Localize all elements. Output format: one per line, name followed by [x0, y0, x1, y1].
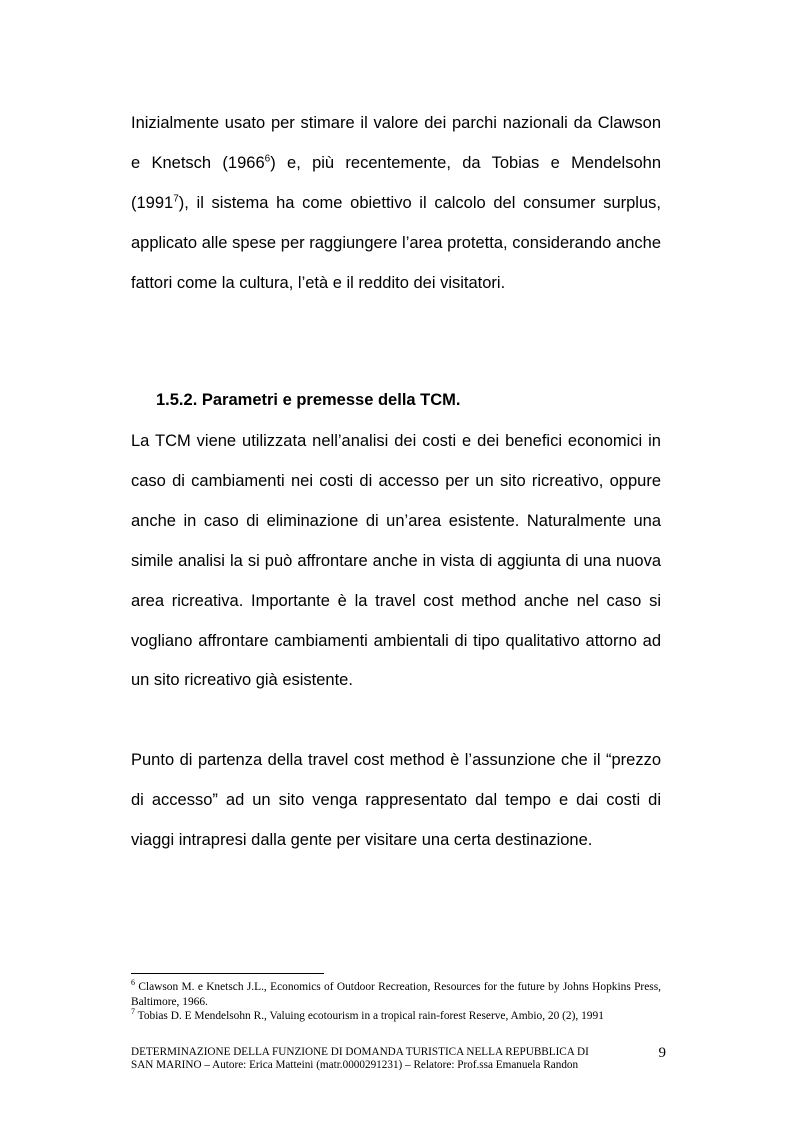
footnote-separator: [131, 973, 324, 974]
paragraph-intro-part3: ), il sistema ha come obiettivo il calcolo del consumer surplus, applicato alle spese per raggiungere l’area protetta, considerando anche fattori come la cultura, l’età e il reddito dei visitatori.: [131, 193, 661, 292]
page-footer: [131, 1046, 636, 1072]
section-heading: 1.5.2. Parametri e premesse della TCM.: [156, 391, 461, 409]
paragraph-starting-point: Punto di partenza della travel cost method è l’assunzione che il “prezzo di accesso” ad un sito venga rappresentato dal tempo e dai costi di viaggi intrapresi dalla gente per visitare una certa destinazione.: [131, 751, 661, 849]
footnote-text: Clawson M. e Knetsch J.L., Economics of Outdoor Recreation, Resources for the future by Johns Hopkins Press, Baltimore, 1966.: [131, 981, 661, 1008]
footnote-ref-7[interactable]: 7: [173, 193, 179, 205]
footer-line-1: DETERMINAZIONE DELLA FUNZIONE DI DOMANDA TURISTICA NELLA REPUBBLICA DI: [131, 1046, 589, 1058]
footnotes: [131, 980, 661, 1024]
footnote-number: 7: [131, 1007, 135, 1017]
footnote-7: [131, 1009, 661, 1024]
paragraph-tcm-usage: La TCM viene utilizzata nell’analisi dei costi e dei benefici economici in caso di cambiamenti nei costi di accesso per un sito ricreativo, oppure anche in caso di eliminazione di un’area esistente. Naturalmente una simile analisi la si può affrontare anche in vista di aggiunta di una nuova area ricreativa. Importante è la travel cost method anche nel caso si vogliano affrontare cambiamenti ambientali di tipo qualitativo attorno ad un sito ricreativo già esistente.: [131, 432, 661, 690]
page-number: 9: [658, 1045, 666, 1061]
footer-line-2: SAN MARINO – Autore: Erica Matteini (matr.0000291231) – Relatore: Prof.ssa Emanuela Randon: [131, 1059, 579, 1071]
footnote-number: 6: [131, 978, 135, 988]
paragraph-intro-part1: Inizialmente usato per stimare il valore dei parchi nazionali da Clawson e Knetsch (1966: [131, 114, 661, 172]
footnote-text: Tobias D. E Mendelsohn R., Valuing ecotourism in a tropical rain-forest Reserve, Ambio, 20 (2), 1991: [137, 1010, 604, 1022]
footnote-ref-6[interactable]: 6: [264, 153, 271, 165]
paragraph-intro-part2: ) e, più recentemente, da Tobias e Mendelsohn (1991: [131, 153, 661, 212]
footnote-6: [131, 980, 661, 1009]
paragraph-intro: [131, 104, 661, 304]
